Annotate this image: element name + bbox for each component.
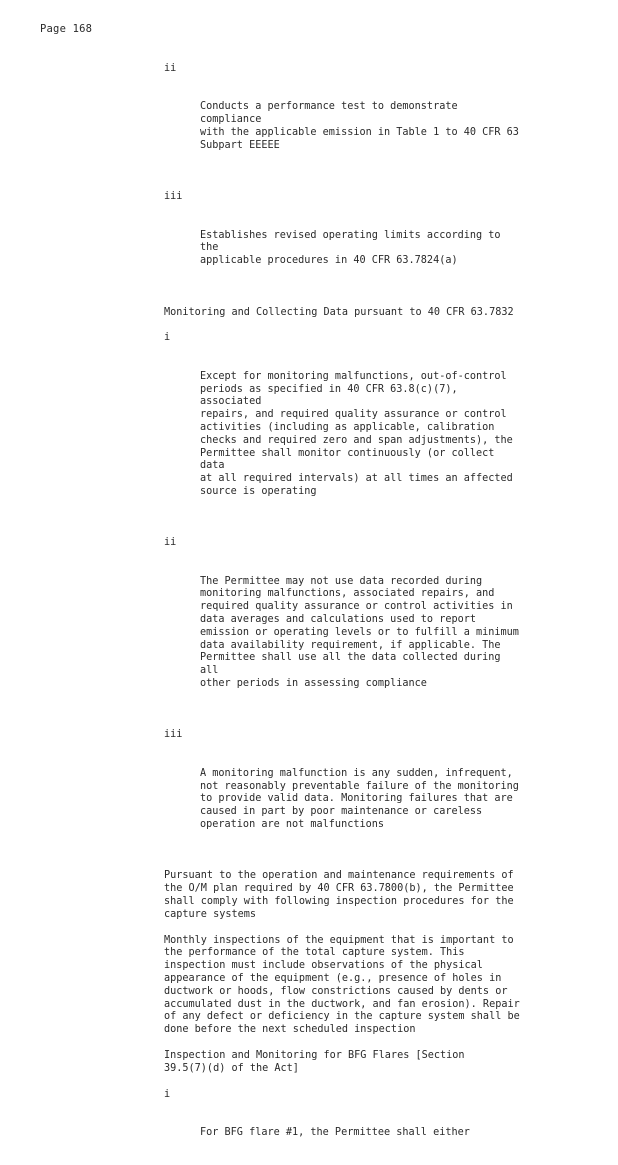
- monthly-inspection-paragraph: Monthly inspections of the equipment that is important to the performance of the total capture system. This inspection must include observations of the physical appearance of the equipment (e.g., presence of holes in ductwork or hoods, flow constrictions caused by dents or accumulated dust in the ductwork, and fan erosion). Repair of any defect or deficiency in the capture system shall be done before the next scheduled inspection: [164, 934, 520, 1036]
- document-body: [164, 63, 524, 1165]
- list-item-text: Except for monitoring malfunctions, out-of-control periods as specified in 40 CFR 63.8(c)(7), associated repairs, and required quality assurance or control activities (including as applicable, calibration checks and required zero and span adjustments), the Permittee shall monitor continuously (or collect data at all required intervals) at all times an affected source is operating: [200, 370, 513, 497]
- list-marker: i: [164, 1088, 171, 1100]
- list-marker: i: [164, 332, 171, 344]
- list-item-text: For BFG flare #1, the Permittee shall either: [200, 1126, 470, 1138]
- list-item: [164, 1089, 524, 1165]
- list-item: [164, 332, 524, 524]
- list-item-text: Conducts a performance test to demonstrate compliance with the applicable emission in Table 1 to 40 CFR 63 Subpart EEEEE: [200, 101, 519, 151]
- om-plan-paragraph: Pursuant to the operation and maintenance requirements of the O/M plan required by 40 CFR 63.7800(b), the Permittee shall comply with following inspection procedures for the capture systems: [164, 870, 514, 920]
- list-marker: iii: [164, 191, 183, 203]
- list-item-text: A monitoring malfunction is any sudden, infrequent, not reasonably preventable failure of the monitoring to provide valid data. Monitoring failures that are caused in part by poor maintenance or careless operation are not malfunctions: [200, 767, 519, 831]
- list-item: [164, 537, 524, 716]
- page-number: Page 168: [40, 23, 93, 35]
- section-heading-monitoring: Monitoring and Collecting Data pursuant to 40 CFR 63.7832: [164, 306, 514, 318]
- list-item: [164, 191, 524, 293]
- list-item-text: Establishes revised operating limits according to the applicable procedures in 40 CFR 63.7824(a): [200, 229, 501, 267]
- list-item: [164, 729, 524, 857]
- list-item: [164, 63, 524, 178]
- list-marker: ii: [164, 537, 177, 549]
- section-heading-bfg-flares: Inspection and Monitoring for BFG Flares [Section 39.5(7)(d) of the Act]: [164, 1049, 465, 1074]
- list-marker: iii: [164, 729, 183, 741]
- list-marker: ii: [164, 63, 177, 74]
- list-item-text: The Permittee may not use data recorded during monitoring malfunctions, associated repairs, and required quality assurance or control activities in data averages and calculations used to report emission or operating levels or to fulfill a minimum data availability requirement, if applicable. The Permittee shall use all the data collected during all other periods in assessing compliance: [200, 575, 519, 690]
